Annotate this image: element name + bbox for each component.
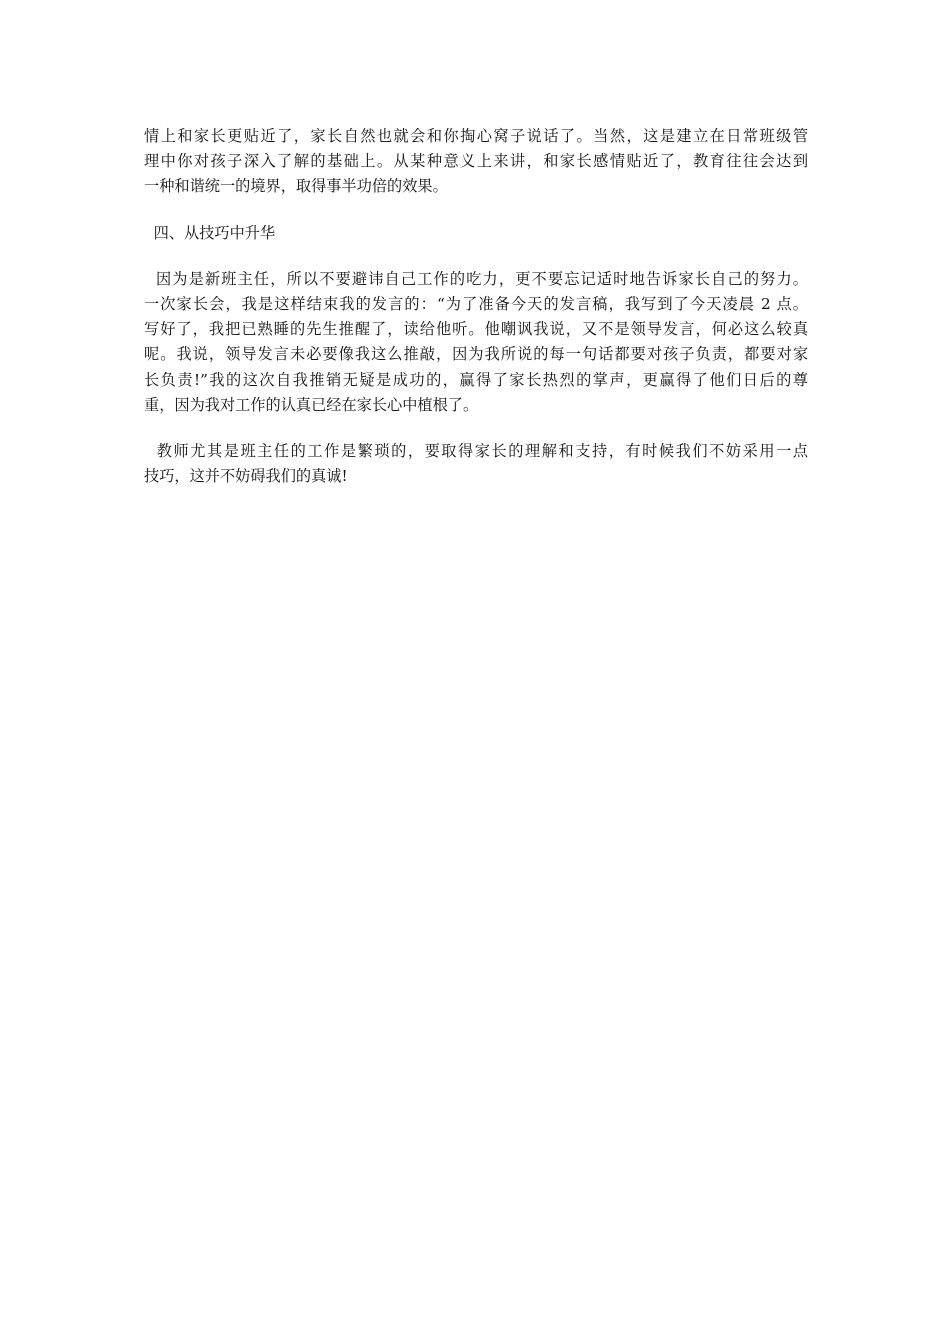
document-body: [144, 124, 808, 510]
text-line: 教师尤其是班主任的工作是繁琐的，要取得家长的理解和支持，有时候我们不妨采用一点: [144, 442, 808, 461]
text-line: 长负责!”我的这次自我推销无疑是成功的，赢得了家长热烈的掌声，更赢得了他们日后的尊: [144, 370, 808, 389]
text-line: 写好了，我把已熟睡的先生推醒了，读给他听。他嘲讽我说，又不是领导发言，何必这么较真: [144, 320, 808, 339]
text-line: 因为是新班主任，所以不要避讳自己工作的吃力，更不要忘记适时地告诉家长自己的努力。: [144, 269, 808, 288]
text-line: 一种和谐统一的境界，取得事半功倍的效果。: [144, 177, 448, 196]
paragraph: [144, 267, 808, 418]
paragraph: [144, 124, 808, 200]
text-line: 一次家长会，我是这样结束我的发言的：“为了准备今天的发言稿，我写到了今天凌晨 2 点。: [144, 295, 808, 314]
text-line: 技巧，这并不妨碍我们的真诚!: [144, 467, 348, 486]
text-line: 重，因为我对工作的认真已经在家长心中植根了。: [144, 395, 479, 414]
text-line: 情上和家长更贴近了，家长自然也就会和你掏心窝子说话了。当然，这是建立在日常班级管: [144, 127, 808, 145]
text-line: 理中你对孩子深入了解的基础上。从某种意义上来讲，和家长感情贴近了，教育往往会达到: [144, 152, 808, 171]
text-line: 呢。我说，领导发言未必要像我这么推敲，因为我所说的每一句话都要对孩子负责，都要对家: [144, 345, 808, 364]
section-heading: 四、从技巧中升华: [144, 223, 276, 242]
paragraph: [144, 439, 808, 489]
